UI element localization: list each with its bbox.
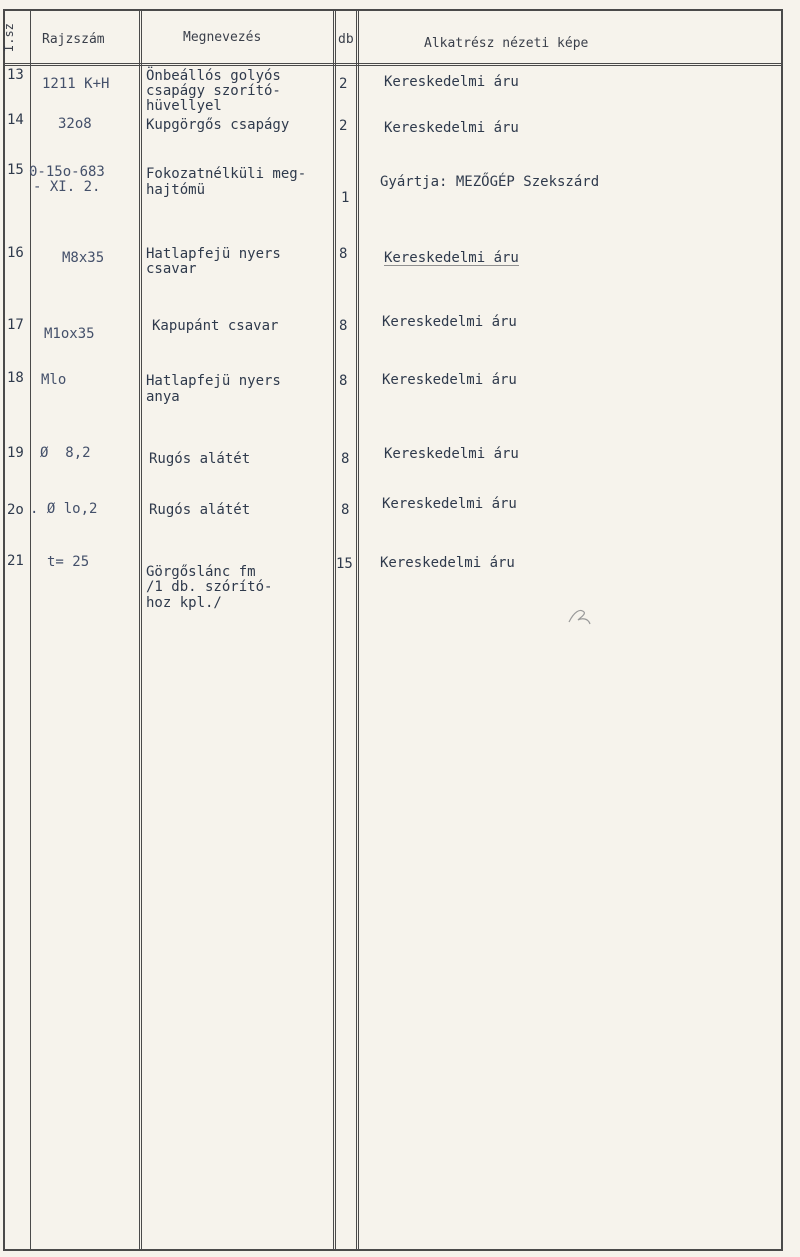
column-divider	[30, 11, 31, 1249]
row-alkatresz-kep: Kereskedelmi áru	[384, 250, 519, 266]
row-megnevezes: Görgőslánc fm	[146, 564, 256, 580]
row-rajzszam: Ø 8,2	[40, 445, 91, 461]
row-rajzszam: 0-15o-683	[29, 164, 105, 180]
column-divider	[356, 11, 359, 1249]
row-alkatresz-kep: Kereskedelmi áru	[384, 120, 519, 136]
column-divider	[333, 11, 336, 1249]
row-number: 17	[7, 317, 24, 333]
row-number: 19	[7, 445, 24, 461]
row-megnevezes: Fokozatnélküli meg-	[146, 166, 307, 182]
row-db: 8	[341, 451, 350, 467]
row-megnevezes: /1 db. szórító-	[146, 579, 273, 595]
column-divider	[139, 11, 142, 1249]
row-rajzszam: 1211 K+H	[42, 76, 110, 92]
row-db: 8	[339, 373, 348, 389]
row-megnevezes: csapágy szorító-	[146, 83, 281, 99]
header-lsz: I.sz	[2, 23, 16, 52]
row-alkatresz-kep: Kereskedelmi áru	[384, 446, 519, 462]
row-db: 2	[339, 118, 348, 134]
table-frame	[3, 9, 783, 1251]
row-rajzszam: 32o8	[58, 116, 92, 132]
row-megnevezes: Rugós alátét	[149, 451, 251, 467]
row-db: 15	[336, 556, 353, 572]
row-rajzszam: M8x35	[62, 250, 105, 266]
pencil-mark-icon	[566, 604, 596, 632]
row-alkatresz-kep: Kereskedelmi áru	[382, 372, 517, 388]
row-number: 18	[7, 370, 24, 386]
row-megnevezes: Kupgörgős csapágy	[146, 117, 290, 133]
row-megnevezes: Önbeállós golyós	[146, 68, 281, 84]
row-number: 2o	[7, 502, 24, 518]
row-db: 8	[339, 318, 348, 334]
header-divider	[5, 63, 781, 66]
row-db: 8	[341, 502, 350, 518]
row-number: 16	[7, 245, 24, 261]
row-number: 14	[7, 112, 24, 128]
row-megnevezes: hoz kpl./	[146, 595, 222, 611]
row-alkatresz-kep: Kereskedelmi áru	[382, 496, 517, 512]
row-number: 15	[7, 162, 24, 178]
header-db: db	[338, 32, 354, 47]
row-alkatresz-kep: Kereskedelmi áru	[380, 555, 515, 571]
row-number: 13	[7, 67, 24, 83]
header-alkatresz-kep: Alkatrész nézeti képe	[424, 36, 589, 51]
row-alkatresz-kep: Kereskedelmi áru	[384, 74, 519, 90]
header-megnevezes: Megnevezés	[183, 30, 262, 45]
header-rajzszam: Rajzszám	[42, 32, 105, 47]
row-rajzszam: Mlo	[41, 372, 67, 388]
row-alkatresz-kep: Gyártja: MEZŐGÉP Szekszárd	[380, 174, 600, 190]
row-megnevezes: Hatlapfejü nyers	[146, 246, 281, 262]
row-rajzszam: - XI. 2.	[33, 179, 101, 195]
row-megnevezes: Hatlapfejü nyers	[146, 373, 281, 389]
row-rajzszam: M1ox35	[44, 326, 95, 342]
row-db: 1	[341, 190, 350, 206]
row-megnevezes: Rugós alátét	[149, 502, 251, 518]
row-rajzszam: t= 25	[47, 554, 90, 570]
row-megnevezes: csavar	[146, 261, 197, 277]
row-db: 2	[339, 76, 348, 92]
row-megnevezes: hüvellyel	[146, 98, 222, 114]
row-megnevezes: Kapupánt csavar	[152, 318, 279, 334]
row-rajzszam: . Ø lo,2	[30, 501, 98, 517]
row-megnevezes: hajtómü	[146, 182, 206, 198]
row-number: 21	[7, 553, 24, 569]
row-megnevezes: anya	[146, 389, 180, 405]
row-alkatresz-kep: Kereskedelmi áru	[382, 314, 517, 330]
row-db: 8	[339, 246, 348, 262]
